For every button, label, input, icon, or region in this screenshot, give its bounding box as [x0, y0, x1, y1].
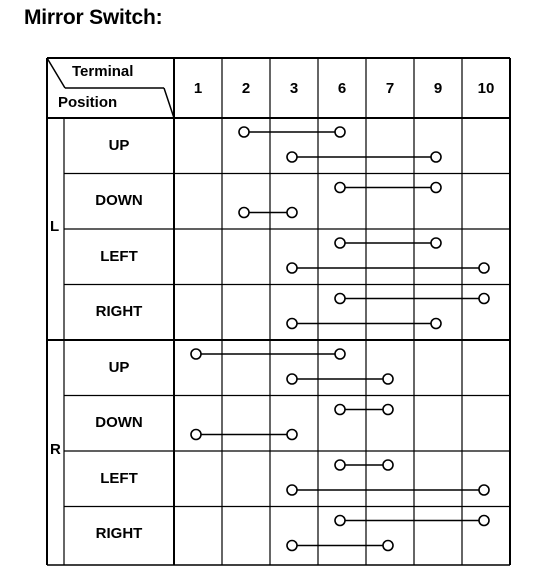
group-side-label: L: [50, 218, 60, 235]
terminal-node: [335, 294, 345, 304]
terminal-node: [287, 208, 297, 218]
group-side-label: R: [50, 441, 61, 458]
terminal-node: [335, 460, 345, 470]
terminal-node: [479, 263, 489, 273]
terminal-node: [431, 319, 441, 329]
terminal-node: [287, 319, 297, 329]
terminal-node: [335, 127, 345, 137]
position-label: RIGHT: [95, 525, 143, 543]
header-terminal-label: Terminal: [72, 63, 134, 80]
terminal-node: [431, 183, 441, 193]
terminal-node: [335, 349, 345, 359]
terminal-node: [383, 405, 393, 415]
page-title: Mirror Switch:: [24, 6, 163, 29]
terminal-node: [431, 238, 441, 248]
terminal-node: [479, 294, 489, 304]
terminal-node: [287, 263, 297, 273]
terminal-header: 2: [241, 80, 251, 97]
terminal-node: [287, 541, 297, 551]
terminal-node: [287, 430, 297, 440]
terminal-node: [335, 405, 345, 415]
position-label: DOWN: [95, 192, 143, 210]
header-diagonal: [164, 88, 174, 118]
terminal-header: 1: [193, 80, 203, 97]
position-label: UP: [108, 358, 130, 376]
terminal-header: 9: [433, 80, 443, 97]
terminal-node: [383, 541, 393, 551]
terminal-node: [383, 460, 393, 470]
terminal-node: [191, 349, 201, 359]
terminal-node: [239, 127, 249, 137]
header-position-label: Position: [58, 94, 118, 111]
position-label: LEFT: [100, 469, 138, 487]
position-label: DOWN: [95, 414, 143, 432]
terminal-node: [287, 485, 297, 495]
terminal-node: [335, 183, 345, 193]
terminal-node: [287, 374, 297, 384]
terminal-header: 7: [385, 80, 395, 97]
position-label: LEFT: [100, 247, 138, 265]
terminal-node: [335, 238, 345, 248]
terminal-node: [191, 430, 201, 440]
terminal-header: 3: [289, 80, 299, 97]
terminal-node: [479, 516, 489, 526]
terminal-node: [335, 516, 345, 526]
position-label: UP: [108, 136, 130, 154]
terminal-node: [383, 374, 393, 384]
terminal-node: [479, 485, 489, 495]
terminal-node: [431, 152, 441, 162]
header-diagonal: [47, 58, 65, 88]
terminal-header: 6: [337, 80, 347, 97]
position-label: RIGHT: [95, 303, 143, 321]
terminal-node: [287, 152, 297, 162]
terminal-header: 10: [477, 80, 495, 97]
terminal-node: [239, 208, 249, 218]
